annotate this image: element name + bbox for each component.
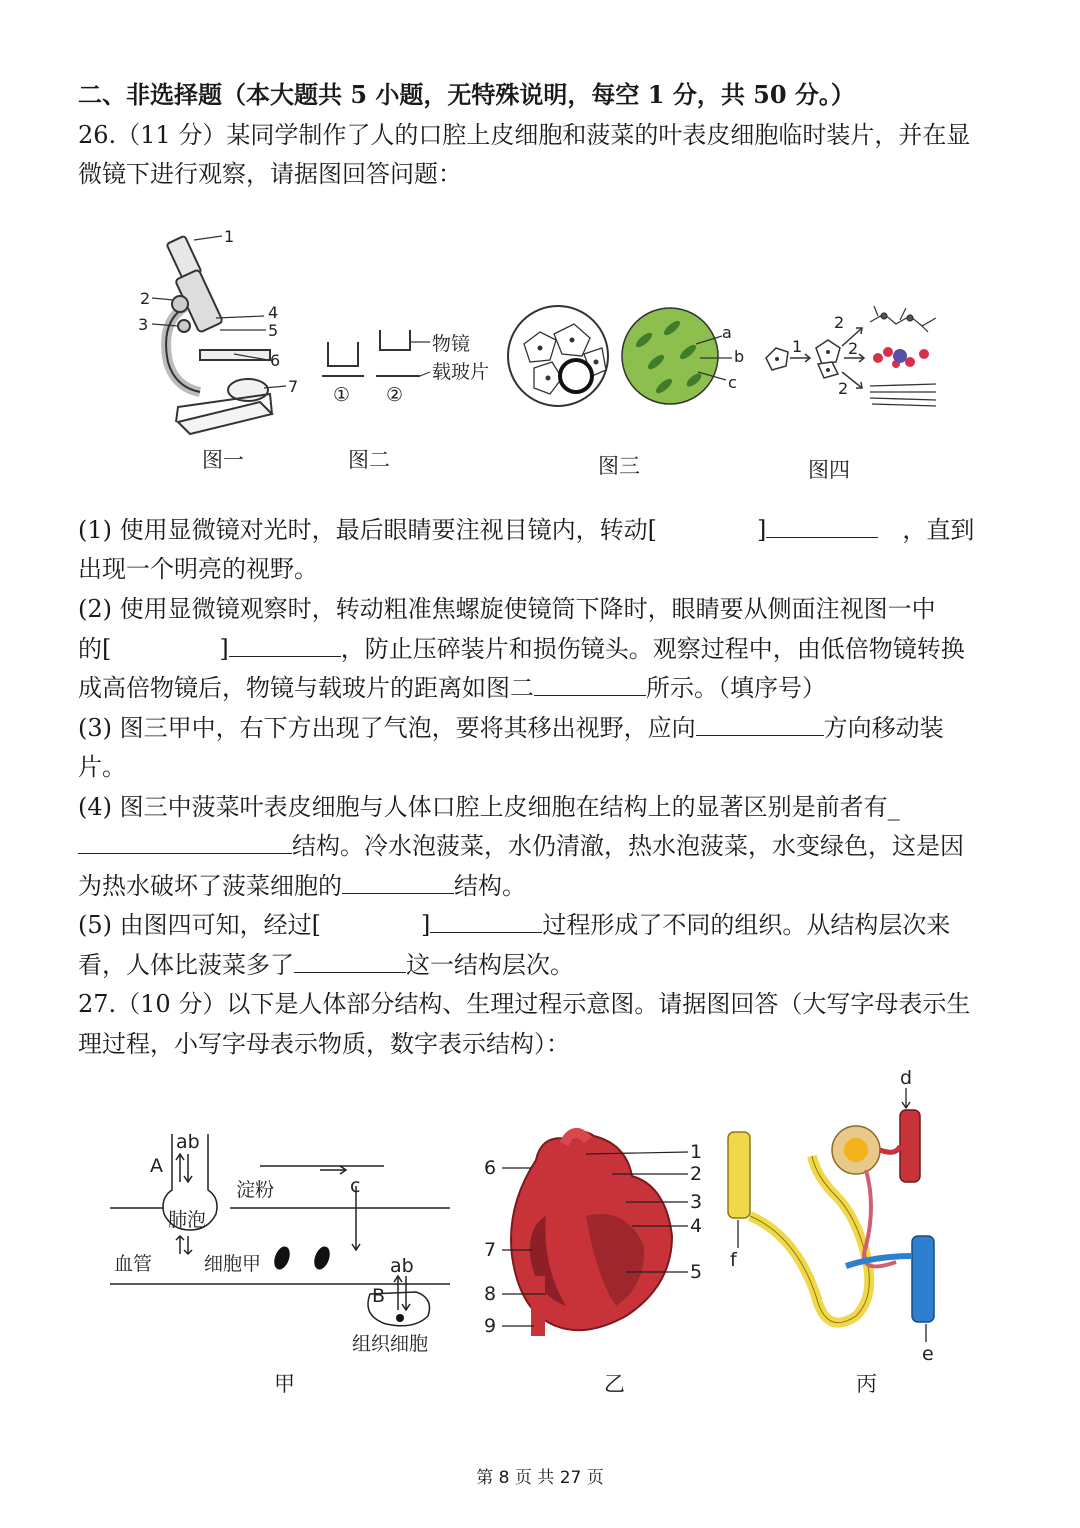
q26-p4-line1: (4) 图三中菠菜叶表皮细胞与人体口腔上皮细胞在结构上的显著区别是前者有_ [78, 793, 900, 821]
fig4-label-2c: 2 [838, 379, 849, 398]
jia-label-vessel: 血管 [114, 1253, 153, 1275]
q26-p1-answer-blank[interactable] [766, 515, 878, 538]
q26-p5-answer-blank1[interactable] [430, 910, 542, 933]
q26-p5-line1 [78, 910, 950, 940]
fig1-label-5: 5 [268, 321, 279, 340]
jia-label-tissue-cell: 组织细胞 [352, 1333, 429, 1355]
q26-p2-line3 [78, 673, 826, 703]
q26-p3-line1 [78, 713, 944, 743]
jia-caption: 甲 [274, 1372, 295, 1396]
fig2-caption: 图二 [348, 448, 390, 472]
jia-label-ab-top: ab [176, 1131, 200, 1153]
yi-label-4: 4 [690, 1215, 703, 1237]
q26-p1-bracket-space [657, 516, 757, 538]
jia-label-cell-jia: 细胞甲 [204, 1253, 262, 1275]
q26-p5-text-b: ] [421, 911, 431, 939]
q26-p4-text-c: 为热水破坏了菠菜细胞的 [78, 872, 342, 900]
q26-p5-answer-blank2[interactable] [294, 950, 406, 973]
fig4-caption: 图四 [808, 458, 850, 482]
q27-stem-line1: 27.（10 分）以下是人体部分结构、生理过程示意图。请据图回答（大写字母表示生 [78, 990, 971, 1018]
q26-p1-line2: 出现一个明亮的视野。 [78, 555, 318, 583]
bing-caption: 丙 [856, 1372, 877, 1396]
figure4-cell-differentiation [760, 302, 944, 420]
q26-p4-answer-blank2[interactable] [342, 871, 454, 894]
q26-p4-line2 [78, 831, 964, 861]
q26-stem-line1: 26.（11 分）某同学制作了人的口腔上皮细胞和菠菜的叶表皮细胞临时装片，并在显 [78, 121, 971, 149]
q26-p2-text-b: 的[ [78, 635, 112, 663]
q26-p5-text-c: 过程形成了不同的组织。从结构层次来 [542, 911, 951, 939]
q26-p4-line3 [78, 871, 526, 901]
fig1-label-3: 3 [138, 315, 149, 334]
q26-p2-line2 [78, 634, 965, 664]
jia-label-A: A [150, 1155, 163, 1177]
q26-p1-text-a: (1) 使用显微镜对光时，最后眼睛要注视目镜内，转动[ [78, 516, 657, 544]
fig3-label-c: c [728, 373, 737, 392]
q27-stem-line2: 理过程，小写字母表示物质，数字表示结构）： [78, 1030, 570, 1058]
figure3-cell-views [504, 304, 754, 414]
figure1-microscope [130, 222, 310, 442]
q26-p5-text-d: 看，人体比菠菜多了 [78, 951, 294, 979]
yi-label-7: 7 [484, 1239, 497, 1261]
fig3-caption: 图三 [598, 454, 640, 478]
q26-p4-answer-blank1[interactable] [78, 831, 292, 854]
fig1-label-4: 4 [268, 303, 279, 322]
q26-p4-text-b: 结构。冷水泡菠菜，水仍清澈，热水泡菠菜，水变绿色，这是因 [292, 832, 964, 860]
q26-stem-line2: 微镜下进行观察，请据图回答问题： [78, 160, 462, 188]
q26-p5-line2 [78, 950, 574, 980]
q26-p2-text-d: ，防止压碎装片和损伤镜头。观察过程中，由低倍物镜转换 [340, 635, 965, 663]
fig1-label-1: 1 [224, 227, 235, 246]
q26-p2-answer-blank2[interactable] [534, 673, 646, 696]
fig2-option-1: ① [333, 384, 351, 406]
yi-label-5: 5 [690, 1261, 703, 1283]
fig1-label-2: 2 [140, 289, 151, 308]
bing-label-d: d [900, 1067, 913, 1089]
q26-p3-line2: 片。 [78, 753, 126, 781]
figure2-objective-distance [316, 322, 506, 412]
fig4-label-2a: 2 [834, 313, 845, 332]
q26-p3-text-b: 方向移动装 [823, 714, 944, 742]
q26-p5-bracket-space [321, 911, 421, 933]
q26-p4-text-d: 结构。 [454, 872, 526, 900]
q26-p2-line1: (2) 使用显微镜观察时，转动粗准焦螺旋使镜筒下降时，眼睛要从侧面注视图一中 [78, 595, 936, 623]
jia-label-c: c [350, 1175, 361, 1197]
fig1-label-7: 7 [288, 377, 299, 396]
page-footer: 第 8 页 共 27 页 [476, 1468, 604, 1488]
fig3-label-b: b [734, 347, 745, 366]
q26-p1-text-b: ] [757, 516, 767, 544]
q26-p2-bracket-space [111, 635, 219, 657]
yi-label-1: 1 [690, 1141, 703, 1163]
fig2-slide-label: 载玻片 [432, 361, 490, 383]
yi-label-3: 3 [690, 1191, 703, 1213]
figure-bing-nephron [716, 1066, 956, 1366]
q26-p3-text-a: (3) 图三甲中，右下方出现了气泡，要将其移出视野，应向 [78, 714, 696, 742]
fig2-objective-label: 物镜 [432, 333, 471, 355]
q26-p1-line1 [78, 515, 974, 545]
q26-p2-text-f: 所示。（填序号） [646, 674, 826, 702]
fig2-option-2: ② [386, 384, 404, 406]
q26-p2-text-e: 成高倍物镜后，物镜与载玻片的距离如图二 [78, 674, 534, 702]
fig3-label-a: a [722, 323, 732, 342]
yi-label-6: 6 [484, 1157, 497, 1179]
fig4-label-2b: 2 [848, 339, 859, 358]
fig1-caption: 图一 [202, 448, 244, 472]
jia-label-B: B [372, 1285, 386, 1307]
q26-p1-text-c: ，直到 [902, 516, 975, 544]
yi-label-2: 2 [690, 1163, 703, 1185]
q26-p5-text-a: (5) 由图四可知，经过[ [78, 911, 321, 939]
section-title: 二、非选择题（本大题共 5 小题，无特殊说明，每空 1 分，共 50 分。） [78, 80, 855, 109]
bing-label-f: f [730, 1249, 737, 1271]
q26-p2-answer-blank1[interactable] [229, 634, 341, 657]
yi-label-9: 9 [484, 1315, 497, 1337]
jia-label-ab-bottom: ab [390, 1255, 414, 1277]
jia-label-starch: 淀粉 [236, 1179, 275, 1201]
yi-caption: 乙 [604, 1372, 625, 1396]
bing-label-e: e [922, 1343, 934, 1365]
q26-p3-answer-blank[interactable] [696, 713, 824, 736]
figure-jia-gas-exchange [110, 1126, 460, 1366]
jia-label-alveolus: 肺泡 [168, 1209, 207, 1231]
fig4-label-1: 1 [792, 337, 803, 356]
fig1-label-6: 6 [270, 351, 281, 370]
yi-label-8: 8 [484, 1283, 497, 1305]
q26-p5-text-e: 这一结构层次。 [406, 951, 574, 979]
q26-p2-text-c: ] [219, 635, 229, 663]
figure-yi-heart [476, 1126, 716, 1344]
